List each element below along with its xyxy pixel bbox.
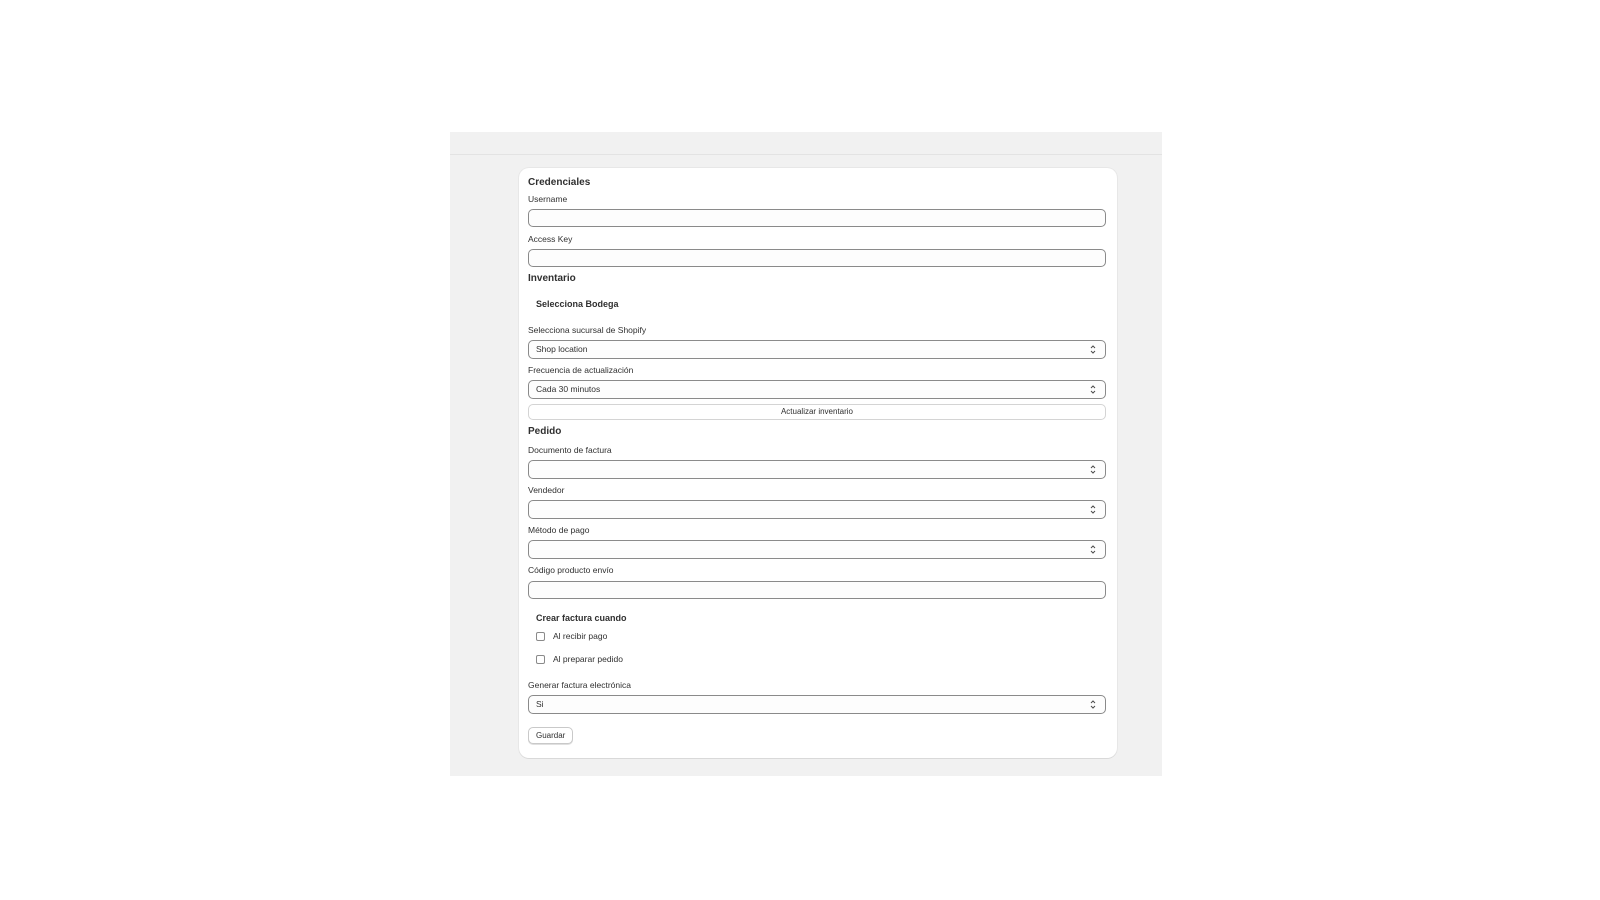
chevron-up-down-icon: [1089, 544, 1097, 555]
chevron-up-down-icon: [1089, 464, 1097, 475]
app-frame: [450, 132, 1162, 776]
payment-method-label: Método de pago: [528, 525, 590, 535]
top-bar: [450, 132, 1162, 155]
order-heading: Pedido: [528, 426, 562, 437]
e-invoice-select-value: Si: [536, 699, 544, 709]
prepare-order-label: Al preparar pedido: [553, 654, 623, 664]
username-input[interactable]: [528, 209, 1106, 227]
branch-select-value: Shop location: [536, 344, 588, 354]
receive-payment-checkbox[interactable]: [536, 632, 545, 641]
prepare-order-checkbox[interactable]: [536, 655, 545, 664]
inventory-heading: Inventario: [528, 273, 576, 284]
seller-select[interactable]: [528, 500, 1106, 519]
branch-select[interactable]: [528, 340, 1106, 359]
access-key-input[interactable]: [528, 249, 1106, 267]
frequency-select[interactable]: [528, 380, 1106, 399]
e-invoice-select[interactable]: [528, 695, 1106, 714]
chevron-up-down-icon: [1089, 504, 1097, 515]
update-inventory-button[interactable]: Actualizar inventario: [528, 404, 1106, 420]
frequency-label: Frecuencia de actualización: [528, 365, 634, 375]
branch-label: Selecciona sucursal de Shopify: [528, 325, 647, 335]
settings-card: [519, 168, 1117, 758]
receive-payment-label: Al recibir pago: [553, 631, 608, 641]
shipping-code-label: Código producto envío: [528, 565, 614, 575]
payment-method-select[interactable]: [528, 540, 1106, 559]
save-button[interactable]: Guardar: [528, 727, 573, 744]
create-invoice-heading: Crear factura cuando: [536, 613, 627, 623]
chevron-up-down-icon: [1089, 384, 1097, 395]
access-key-label: Access Key: [528, 234, 573, 244]
invoice-document-select[interactable]: [528, 460, 1106, 479]
invoice-document-label: Documento de factura: [528, 445, 612, 455]
username-label: Username: [528, 194, 568, 204]
credentials-heading: Credenciales: [528, 177, 591, 188]
shipping-code-input[interactable]: [528, 581, 1106, 599]
chevron-up-down-icon: [1089, 344, 1097, 355]
warehouse-heading: Selecciona Bodega: [536, 299, 619, 309]
e-invoice-label: Generar factura electrónica: [528, 680, 631, 690]
seller-label: Vendedor: [528, 485, 565, 495]
frequency-select-value: Cada 30 minutos: [536, 384, 601, 394]
chevron-up-down-icon: [1089, 699, 1097, 710]
